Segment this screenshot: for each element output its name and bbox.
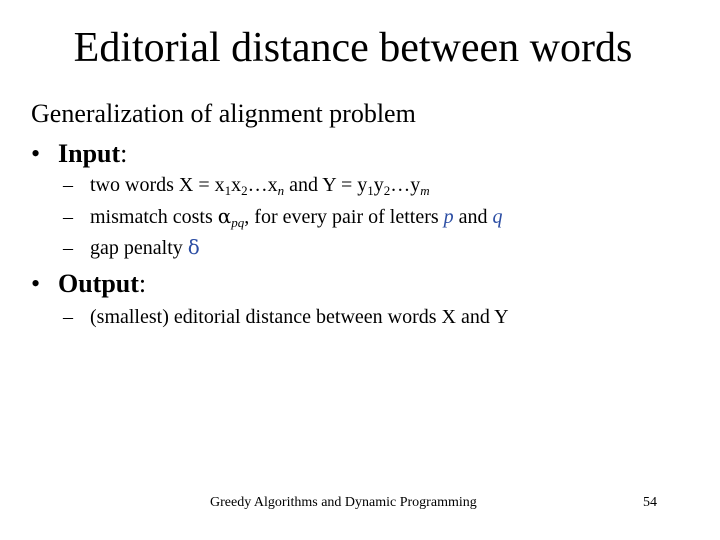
page-number: 54 [643,495,657,510]
words-sub-2b: 2 [383,183,391,198]
dash-marker: – [63,174,73,196]
words-text-b: x [231,174,242,196]
mismatch-text-b: , for every pair of letters [244,206,444,228]
alpha-symbol: α [217,204,232,228]
words-text-a: two words X = x [90,174,225,196]
input-colon: : [120,139,128,168]
intro-line: Generalization of alignment problem [31,99,416,128]
bullet-output [31,268,146,300]
dash-marker: – [63,206,73,228]
bullet-marker: • [31,269,41,298]
input-label: Input [58,139,121,168]
words-text-c: …x [247,174,278,196]
output-colon: : [138,269,147,298]
bullet-marker: • [31,139,41,168]
input-mismatch-line [63,203,503,230]
output-label: Output [58,269,139,298]
bullet-input [31,138,127,170]
words-sub-1: 1 [224,183,232,198]
words-text-e: y [373,174,384,196]
words-sub-n: n [277,183,285,198]
input-words-line [63,172,430,198]
input-gap-line [63,234,200,261]
letter-q: q [492,206,503,228]
words-text-f: …y [390,174,421,196]
output-text: (smallest) editorial distance between words X and Y [90,306,509,328]
words-text-d: and Y = y [284,174,368,196]
mismatch-text-a: mismatch costs [90,206,218,228]
dash-marker: – [63,306,73,328]
alpha-subscript: pq [231,215,245,230]
words-sub-1b: 1 [367,183,374,198]
letter-p: p [443,206,454,228]
mismatch-text-c: and [453,206,493,228]
dash-marker: – [63,237,73,259]
gap-text: gap penalty [90,237,188,259]
output-distance-line [63,304,509,330]
words-sub-2: 2 [241,183,248,198]
footer-text: Greedy Algorithms and Dynamic Programming [210,495,477,510]
slide-title: Editorial distance between words [73,25,633,71]
words-sub-m: m [420,183,430,198]
delta-symbol: δ [187,235,200,259]
